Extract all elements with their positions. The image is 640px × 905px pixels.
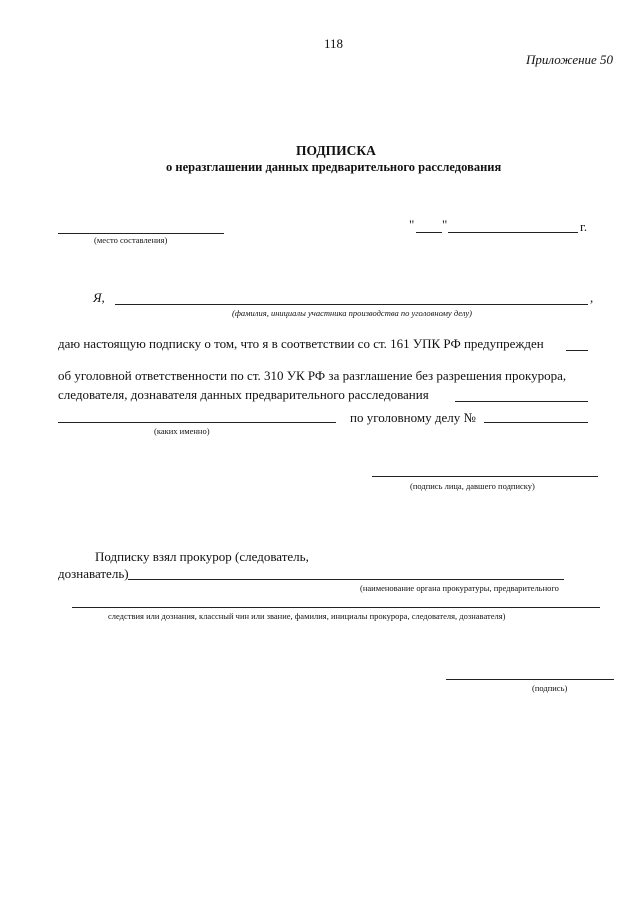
date-month-year-field[interactable] [448, 232, 578, 233]
date-quote-open: " [409, 217, 415, 232]
participant-name-field[interactable] [115, 304, 588, 305]
date-quote-close: " [442, 217, 448, 232]
final-signature-field[interactable] [446, 679, 614, 680]
document-title: ПОДПИСКА [296, 143, 376, 158]
taker-details-field[interactable] [72, 607, 600, 608]
taker-caption-rest: следствия или дознания, классный чин или звание, фамилия, инициалы прокурора, следователя, дознавателя) [108, 611, 506, 621]
taker-caption-org: (наименование органа прокуратуры, предварительного [360, 583, 559, 593]
signer-caption: (подпись лица, давшего подписку) [410, 481, 535, 491]
taker-line-1: Подписку взял прокурор (следователь, [95, 549, 309, 564]
document-subtitle: о неразглашении данных предварительного расследования [166, 160, 502, 174]
participant-comma: , [590, 290, 594, 305]
body-line-1-end-field[interactable] [566, 350, 588, 351]
place-caption: (место составления) [94, 235, 168, 245]
appendix-label: Приложение 50 [526, 52, 614, 67]
taker-org-field[interactable] [128, 579, 564, 580]
body-line-3-field[interactable] [455, 401, 588, 402]
participant-caption: (фамилия, инициалы участника производства по уголовному делу) [232, 308, 472, 318]
year-suffix: г. [580, 219, 588, 234]
place-field[interactable] [58, 233, 224, 234]
whom-field[interactable] [58, 422, 336, 423]
signer-signature-field[interactable] [372, 476, 598, 477]
participant-prefix: Я, [93, 290, 105, 305]
whom-caption: (каких именно) [154, 426, 210, 436]
page-number: 118 [324, 36, 344, 51]
body-line-1: даю настоящую подписку о том, что я в соответствии со ст. 161 УПК РФ предупрежден [58, 336, 544, 351]
date-day-field[interactable] [416, 232, 442, 233]
final-signature-caption: (подпись) [532, 683, 568, 693]
body-line-4: по уголовному делу № [350, 410, 476, 425]
case-number-field[interactable] [484, 422, 588, 423]
body-line-3: следователя, дознавателя данных предварительного расследования [58, 387, 429, 402]
body-line-2: об уголовной ответственности по ст. 310 УК РФ за разглашение без разрешения прокурора, [58, 368, 567, 383]
taker-line-2: дознаватель) [58, 566, 129, 581]
